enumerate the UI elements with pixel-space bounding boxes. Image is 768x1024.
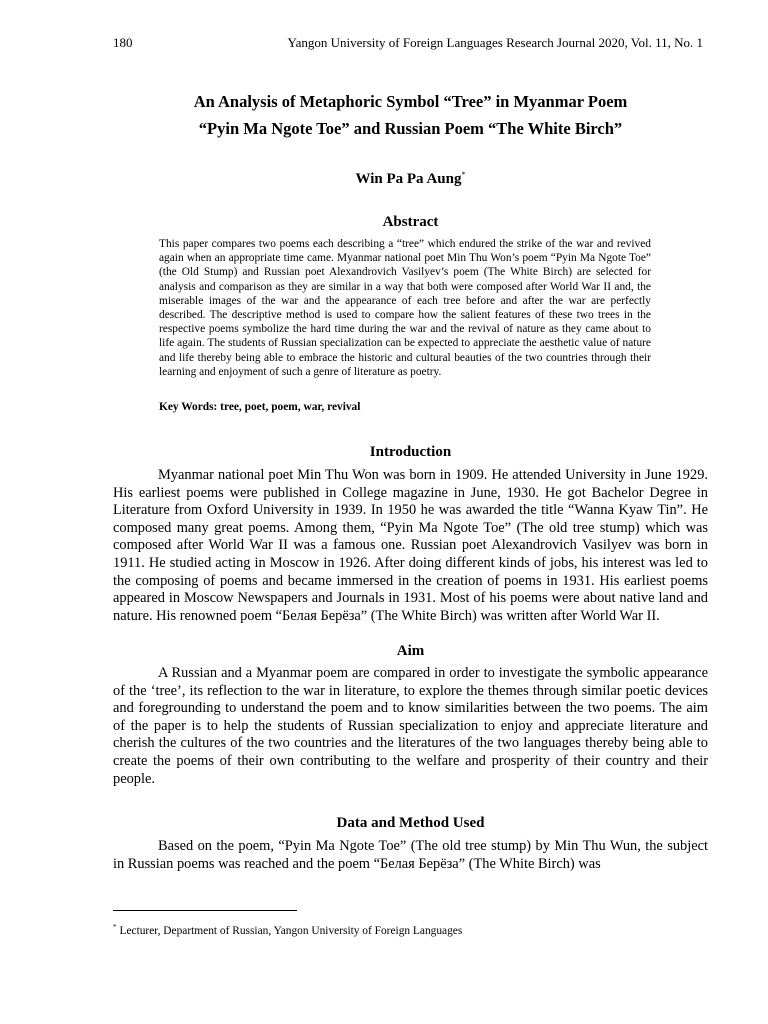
footnote-mark: * xyxy=(113,923,117,931)
journal-name: Yangon University of Foreign Languages Research Journal 2020, Vol. 11, No. 1 xyxy=(287,35,703,50)
page-number: 180 xyxy=(113,35,133,50)
keywords: Key Words: tree, poet, poem, war, revival xyxy=(159,401,361,413)
introduction-heading: Introduction xyxy=(369,444,452,460)
author-line xyxy=(113,166,708,188)
title-line-1: An Analysis of Metaphoric Symbol “Tree” in Myanmar Poem xyxy=(193,92,628,111)
footnote-divider xyxy=(113,910,297,911)
author-footnote-mark: * xyxy=(461,170,466,179)
author-name: Win Pa Pa Aung xyxy=(355,171,462,187)
abstract-heading: Abstract xyxy=(382,214,439,230)
introduction-paragraph: Myanmar national poet Min Thu Won was born in 1909. He attended University in June 1929. His earliest poems were published in College magazine in June, 1930. He got Bachelor Degree in Literature from Oxford University in 1939. In 1950 he was awarded the title “Wanna Kyaw Tin”. He composed many great poems. Among them, “Pyin Ma Ngote Toe” (The old tree stump) which was composed after World War II was a famous one. Russian poet Alexandrovich Vasilyev was born in 1911. He studied acting in Moscow in 1926. After doing different kinds of jobs, his interest was led to the composing of poems and became immersed in the creation of poems in 1931. His earliest poems appeared in Moscow Newspapers and Journals in 1931. Most of his poems were about native land and nature. His renowned poem “Белая Берёза” (The White Birch) was written after World War II. xyxy=(113,467,708,624)
abstract-body: This paper compares two poems each describing a “tree” which endured the strike of the war and revived again when an appropriate time came. Myanmar national poet Min Thu Won’s poem “Pyin Ma Ngote Toe” (the Old Stump) and Russian poet Alexandrovich Vasilyev’s poem (The White Birch) are selected for analysis and comparison as they are similar in a way that both were composed after World War II and, the miserable images of the war and the appearance of each tree before and after the war are perfectly described. The descriptive method is used to compare how the salient features of these two trees in the respective poems symbolize the hard time during the war and the revival of nature as they came about to life again. The students of Russian specialization can be expected to appreciate the aesthetic value of nature and life thereby being able to embrace the historic and cultural beauties of the two countries through their learning and enjoyment of such a genre of literature as poetry. xyxy=(159,238,651,378)
footnote xyxy=(113,920,708,938)
title-line-2: “Pyin Ma Ngote Toe” and Russian Poem “The White Birch” xyxy=(198,119,623,138)
footnote-text: Lecturer, Department of Russian, Yangon University of Foreign Languages xyxy=(119,924,463,937)
paper-title xyxy=(113,88,708,142)
aim-paragraph: A Russian and a Myanmar poem are compared in order to investigate the symbolic appearance of the ‘tree’, its reflection to the war in literature, to explore the themes through similar poetic devices and foregrounding to understand the poem and to know similarities between the two poems. The aim of the paper is to help the students of Russian specialization to enjoy and appreciate literature and cherish the cultures of the two countries and the literatures of the two languages thereby being able to create the poems of their own contributing to the welfare and prosperity of their country and their people. xyxy=(113,665,708,787)
aim-heading: Aim xyxy=(396,643,425,659)
data-method-heading: Data and Method Used xyxy=(336,815,485,831)
data-method-paragraph: Based on the poem, “Pyin Ma Ngote Toe” (The old tree stump) by Min Thu Wun, the subject in Russian poems was reached and the poem “Белая Берёза” (The White Birch) was xyxy=(113,838,708,872)
